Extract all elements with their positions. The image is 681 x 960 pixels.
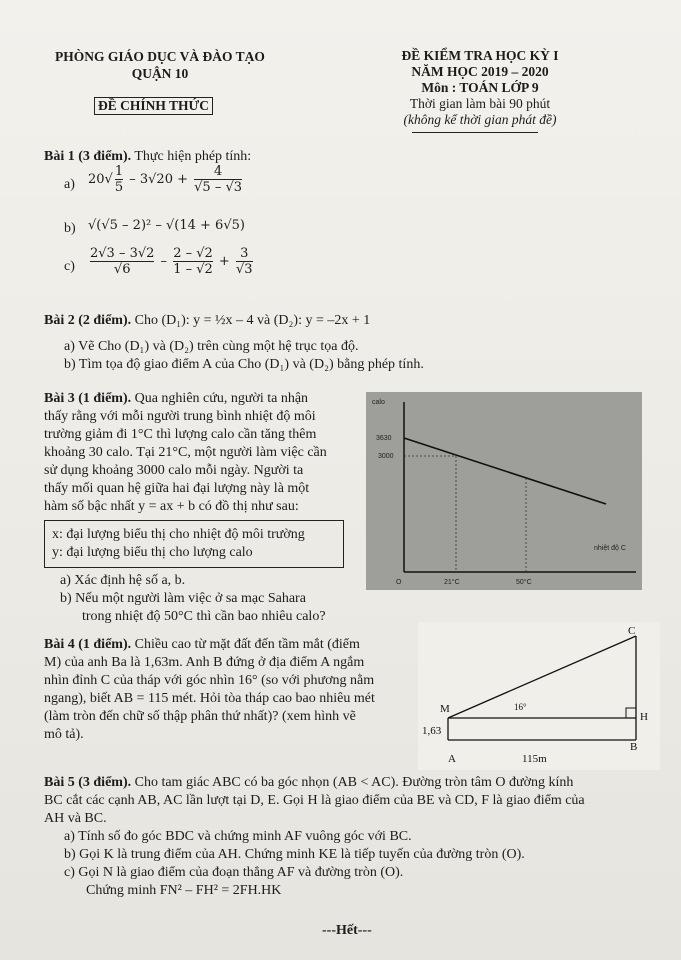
bai2-a: a) Vẽ Cho (D₁) và (D₂) trên cùng một hệ trục tọa độ. (64, 339, 359, 354)
label-C: C (628, 625, 636, 637)
bai1-a-label: a) (64, 177, 75, 192)
label-A: A (448, 753, 456, 765)
calorie-graph-svg (366, 392, 642, 590)
bai5-a: a) Tính số đo góc BDC và chứng minh AF vuông góc với BC. (64, 829, 412, 844)
bai4-line: M) của anh Ba là 1,63m. Anh B đứng ở địa điểm A ngắm (44, 655, 365, 670)
bai5-line: BC cắt các cạnh AB, AC lần lượt tại D, E. Gọi H là giao điểm của BE và CD, F là giao điểm của (44, 793, 585, 808)
bai1-b-expression: √(√5 – 2)² – √(14 + 6√5) (88, 218, 245, 233)
tower-figure-svg (418, 622, 660, 770)
bai2-heading: Bài 2 (2 điểm). Cho (D₁): y = ½x – 4 và (D₂): y = –2x + 1 (44, 313, 371, 328)
bai1-a-expression: 20√ $\frac{1}{5}$ – 3√20 + $\frac{4}{√5 - √3}$ (88, 164, 243, 195)
bai3-def-x: x: đại lượng biểu thị cho nhiệt độ môi trường (52, 527, 305, 542)
bai4-heading: Bài 4 (1 điểm). Chiều cao từ mặt đất đến tầm mắt (điểm (44, 637, 360, 652)
bai3-line: trường giảm đi 1°C thì lượng calo cần tăng thêm (44, 427, 317, 442)
x-tick-50: 50°C (516, 579, 532, 586)
bai3-b2: trong nhiệt độ 50°C thì cần bao nhiêu calo? (82, 609, 326, 624)
bai3-a: a) Xác định hệ số a, b. (60, 573, 186, 588)
department-title: PHÒNG GIÁO DỤC VÀ ĐÀO TẠO QUẬN 10 (55, 49, 265, 81)
end-marker: ---Hết--- (322, 923, 372, 938)
graph-line (404, 438, 606, 504)
bai1-heading: Bài 1 (3 điểm). Thực hiện phép tính: (44, 149, 252, 164)
bai3-def-y: y: đại lượng biểu thị cho lượng calo (52, 545, 253, 560)
bai3-line: sử dụng khoảng 3000 calo mỗi ngày. Người ta (44, 463, 304, 478)
bai4-line: (làm tròn đến chữ số thập phân thứ nhất)? (xem hình vẽ (44, 709, 356, 724)
bai4-line: mô tả). (44, 727, 84, 742)
calorie-graph (366, 392, 642, 590)
bai3-line: hàm số bậc nhất y = ax + b có đồ thị như sau: (44, 499, 299, 514)
origin-label: O (396, 579, 402, 586)
bai1-c-label: c) (64, 259, 75, 274)
y-tick-3630: 3630 (376, 435, 392, 442)
bai3-line: thấy mối quan hệ giữa hai đại lượng này là một (44, 481, 310, 496)
bai3-line: thấy rằng với mỗi người trung bình nhiệt độ môi (44, 409, 316, 424)
y-tick-3000: 3000 (378, 453, 394, 460)
bai3-b1: b) Nếu một người làm việc ở sa mạc Sahara (60, 591, 306, 606)
y-axis-label: calo (372, 399, 385, 406)
sight-line (448, 636, 636, 718)
official-badge: ĐỀ CHÍNH THỨC (94, 97, 213, 115)
label-distance: 115m (522, 753, 547, 765)
label-angle: 16° (514, 702, 527, 712)
tower-figure (418, 622, 660, 770)
label-H: H (640, 711, 648, 723)
header-underline (412, 132, 538, 133)
bai4-line: nhìn đỉnh C của tháp với góc nhìn 16° (so với phương nằm (44, 673, 375, 688)
bai3-heading: Bài 3 (1 điểm). Qua nghiên cứu, người ta nhận (44, 391, 309, 406)
x-tick-21: 21°C (444, 579, 460, 586)
exam-header: ĐỀ KIỂM TRA HỌC KỲ I NĂM HỌC 2019 – 2020 Môn : TOÁN LỚP 9 Thời gian làm bài 90 phút (không kể thời gian phát đề) (401, 48, 559, 127)
bai5-b: b) Gọi K là trung điểm của AH. Chứng minh KE là tiếp tuyến của đường tròn (O). (64, 847, 525, 862)
x-axis-label: nhiệt độ C (594, 545, 626, 552)
bai3-line: khoảng 30 calo. Tại 21°C, một người làm việc cần (44, 445, 327, 460)
label-B: B (630, 741, 638, 753)
label-height: 1,63 (422, 725, 442, 737)
bai1-c-expression: $\frac{2√3 - 3√2}{√6}$ – $\frac{2 - √2}{1 - √2}$ + $\frac{3}{√3}$ (90, 246, 253, 277)
bai1-b-label: b) (64, 221, 76, 236)
bai5-line: AH và BC. (44, 811, 107, 826)
bai5-c2: Chứng minh FN² – FH² = 2FH.HK (86, 883, 282, 898)
label-M: M (440, 703, 450, 715)
bai4-line: ngang), biết AB = 115 mét. Hỏi tòa tháp cao bao nhiêu mét (44, 691, 375, 706)
right-angle-mark (626, 708, 636, 718)
bai5-c: c) Gọi N là giao điểm của đoạn thẳng AF và đường tròn (O). (64, 865, 404, 880)
bai5-heading: Bài 5 (3 điểm). Cho tam giác ABC có ba góc nhọn (AB < AC). Đường tròn tâm O đường kính (44, 775, 574, 790)
bai2-b: b) Tìm tọa độ giao điểm A của Cho (D₁) và (D₂) bằng phép tính. (64, 357, 424, 372)
